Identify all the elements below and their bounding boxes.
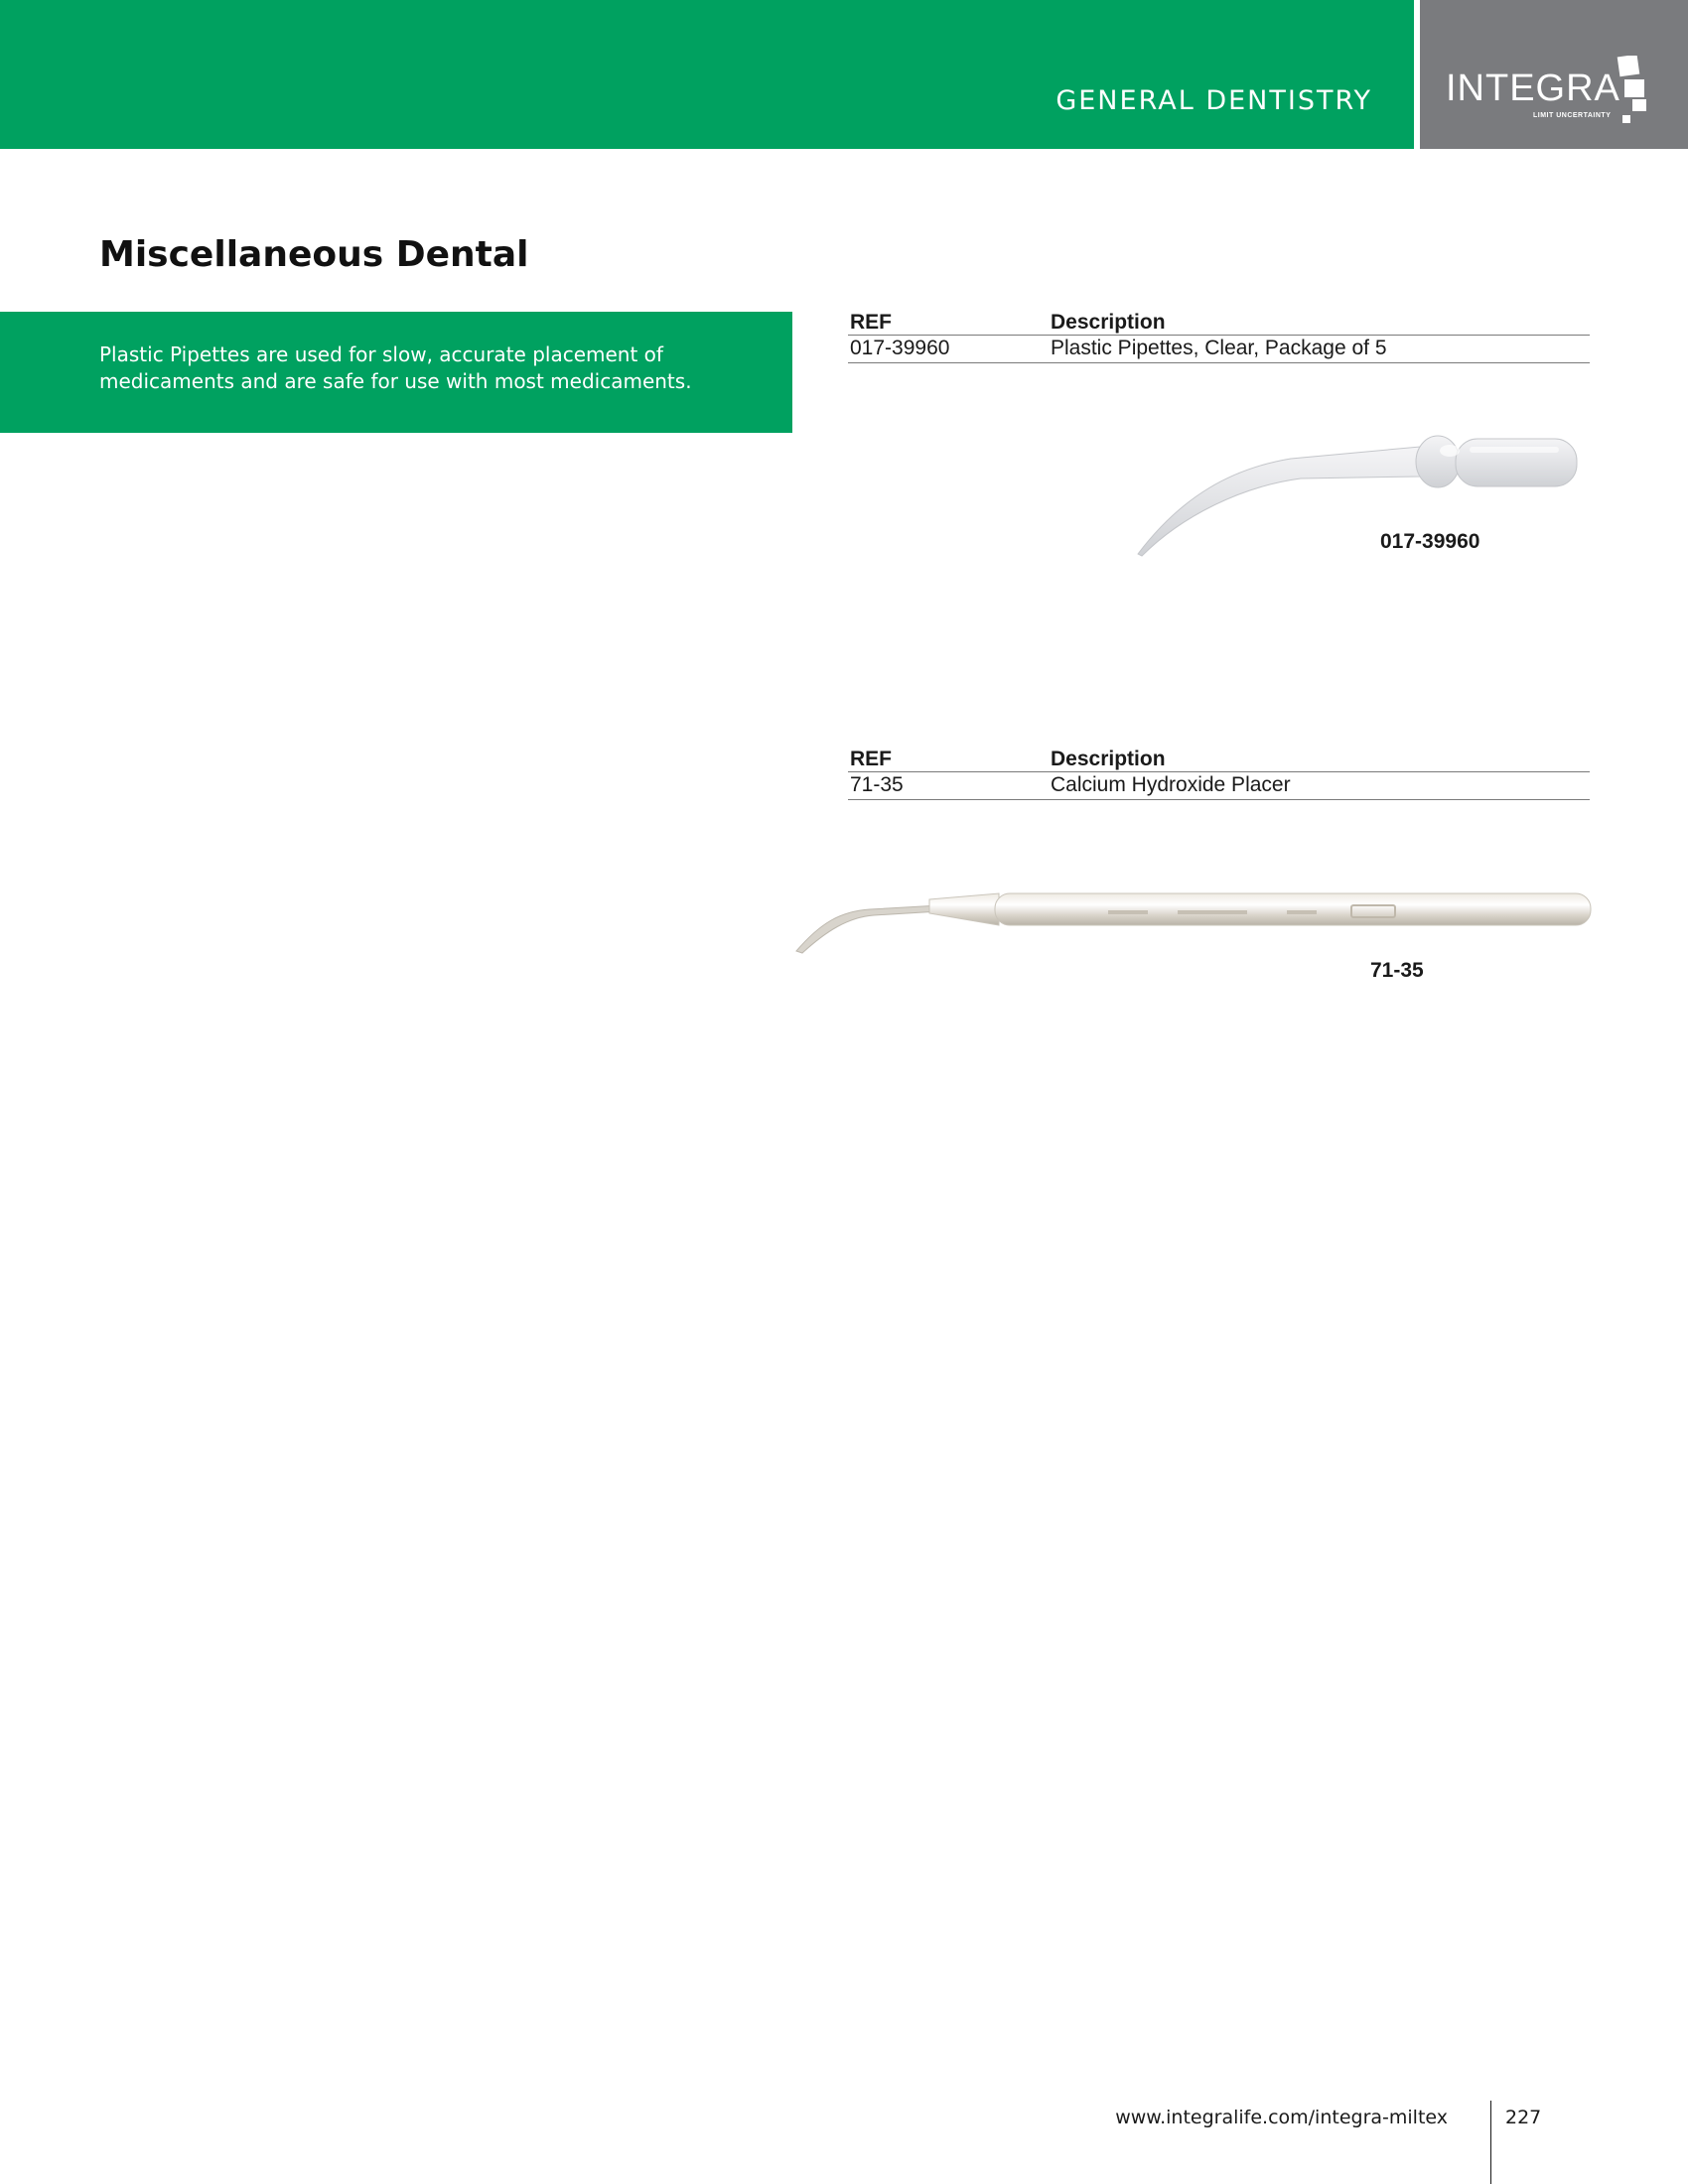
intro-text: Plastic Pipettes are used for slow, accurate placement of medicaments and are safe for use with most medicaments. bbox=[99, 342, 692, 393]
footer-url[interactable]: www.integralife.com/integra-miltex bbox=[1115, 2107, 1448, 2128]
page-number: 227 bbox=[1505, 2107, 1542, 2128]
logo-cube-icon bbox=[1613, 56, 1652, 131]
description-header: Description bbox=[1049, 310, 1590, 336]
page-title: Miscellaneous Dental bbox=[99, 234, 529, 275]
placer-caption: 71-35 bbox=[1370, 959, 1424, 982]
description-header: Description bbox=[1049, 747, 1590, 772]
logo-tagline: LIMIT UNCERTAINTY bbox=[1533, 112, 1612, 119]
ref-header: REF bbox=[848, 747, 1049, 772]
intro-panel bbox=[0, 312, 792, 433]
logo-wordmark: INTEGRA bbox=[1446, 68, 1620, 109]
header-bar bbox=[0, 0, 1414, 149]
ref-header: REF bbox=[848, 310, 1049, 336]
section-title: GENERAL DENTISTRY bbox=[1055, 85, 1372, 116]
integra-logo bbox=[1420, 0, 1688, 149]
footer-divider bbox=[1490, 2101, 1491, 2184]
table-row bbox=[848, 772, 1590, 800]
product-table-pipettes bbox=[848, 310, 1590, 363]
product-table-placer bbox=[848, 747, 1590, 800]
table-header-row bbox=[848, 747, 1590, 772]
table-row bbox=[848, 336, 1590, 363]
description-cell: Calcium Hydroxide Placer bbox=[1049, 772, 1590, 800]
pipette-caption: 017-39960 bbox=[1380, 530, 1480, 553]
plastic-pipette-image bbox=[1122, 417, 1599, 566]
calcium-hydroxide-placer-image bbox=[790, 884, 1605, 963]
ref-cell: 71-35 bbox=[848, 772, 1049, 800]
ref-cell: 017-39960 bbox=[848, 336, 1049, 363]
description-cell: Plastic Pipettes, Clear, Package of 5 bbox=[1049, 336, 1590, 363]
table-header-row bbox=[848, 310, 1590, 336]
